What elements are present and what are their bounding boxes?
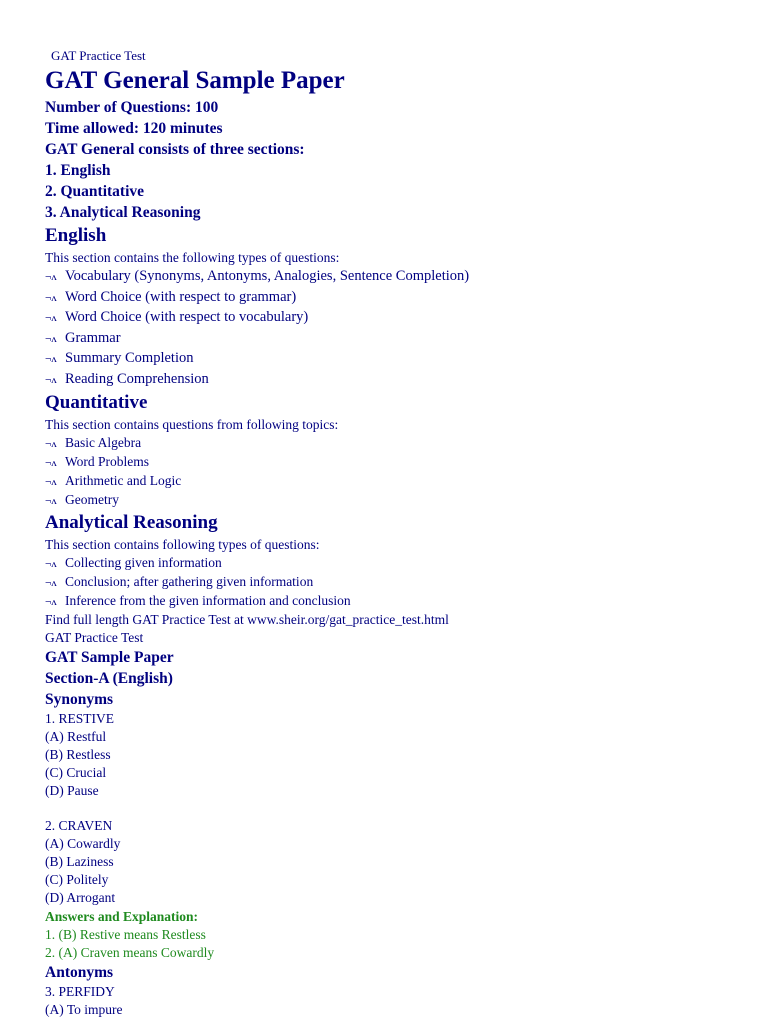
bullet-icon: ¬ʌ bbox=[45, 312, 57, 324]
bullet-icon: ¬ʌ bbox=[45, 291, 57, 304]
analytical-lead: This section contains following types of questions: bbox=[45, 537, 320, 552]
section-a-title: Section-A (English) bbox=[45, 670, 173, 687]
option: (A) Cowardly bbox=[45, 836, 121, 851]
page-title: GAT General Sample Paper bbox=[45, 67, 345, 94]
intro-line: Number of Questions: 100 bbox=[45, 99, 219, 116]
list-item: ¬ʌ Inference from the given information and conclusion bbox=[45, 592, 745, 611]
bullet-icon: ¬ʌ bbox=[45, 332, 57, 345]
bullet-icon: ¬ʌ bbox=[45, 373, 57, 386]
list-item: ¬ʌ Summary Completion bbox=[45, 349, 745, 370]
question-stem: 3. PERFIDY bbox=[45, 984, 115, 999]
bullet-icon: ¬ʌ bbox=[45, 596, 57, 608]
list-item: ¬ʌ Geometry bbox=[45, 491, 745, 510]
bullet-icon: ¬ʌ bbox=[45, 457, 57, 469]
analytical-heading: Analytical Reasoning bbox=[45, 512, 218, 533]
quantitative-lead: This section contains questions from following topics: bbox=[45, 417, 339, 432]
intro-line: 2. Quantitative bbox=[45, 183, 145, 200]
bullet-icon: ¬ʌ bbox=[45, 476, 57, 488]
intro-line: Time allowed: 120 minutes bbox=[45, 120, 223, 137]
list-item: ¬ʌ Arithmetic and Logic bbox=[45, 472, 745, 491]
option: (A) To impure bbox=[45, 1002, 123, 1017]
question-stem: 2. CRAVEN bbox=[45, 818, 113, 833]
quantitative-heading: Quantitative bbox=[45, 392, 148, 413]
running-header: GAT Practice Test bbox=[51, 48, 146, 63]
intro-line: 3. Analytical Reasoning bbox=[45, 204, 201, 221]
answer-item: 2. (A) Craven means Cowardly bbox=[45, 945, 215, 960]
list-item: ¬ʌ Grammar bbox=[45, 329, 745, 350]
option: (C) Crucial bbox=[45, 765, 107, 780]
option: (A) Restful bbox=[45, 729, 107, 744]
intro-line: GAT General consists of three sections: bbox=[45, 141, 305, 158]
bullet-icon: ¬ʌ bbox=[45, 271, 57, 283]
bullet-icon: ¬ʌ bbox=[45, 495, 57, 507]
list-item: ¬ʌ Word Choice (with respect to vocabulary) bbox=[45, 308, 745, 329]
spacer bbox=[45, 800, 745, 817]
list-item: ¬ʌ Basic Algebra bbox=[45, 434, 745, 453]
english-heading: English bbox=[45, 225, 107, 246]
document-page bbox=[45, 47, 745, 1019]
running-header-2: GAT Practice Test bbox=[45, 630, 144, 645]
footer-link-text: Find full length GAT Practice Test at www.sheir.org/gat_practice_test.html bbox=[45, 612, 449, 627]
list-item: ¬ʌ Conclusion; after gathering given information bbox=[45, 573, 745, 592]
intro-line: 1. English bbox=[45, 162, 111, 179]
list-item: ¬ʌ Reading Comprehension bbox=[45, 370, 745, 391]
bullet-icon: ¬ʌ bbox=[45, 353, 57, 365]
synonyms-heading: Synonyms bbox=[45, 691, 114, 708]
bullet-icon: ¬ʌ bbox=[45, 438, 57, 450]
list-item: ¬ʌ Vocabulary (Synonyms, Antonyms, Analogies, Sentence Completion) bbox=[45, 267, 745, 288]
option: (B) Laziness bbox=[45, 854, 114, 869]
bullet-icon: ¬ʌ bbox=[45, 577, 57, 589]
option: (D) Pause bbox=[45, 783, 99, 798]
question-stem: 1. RESTIVE bbox=[45, 711, 114, 726]
option: (D) Arrogant bbox=[45, 890, 116, 905]
bullet-icon: ¬ʌ bbox=[45, 558, 57, 570]
antonyms-heading: Antonyms bbox=[45, 964, 114, 981]
list-item: ¬ʌ Word Problems bbox=[45, 453, 745, 472]
option: (B) Restless bbox=[45, 747, 111, 762]
answers-heading: Answers and Explanation: bbox=[45, 909, 199, 924]
list-item: ¬ʌ Collecting given information bbox=[45, 554, 745, 573]
answer-item: 1. (B) Restive means Restless bbox=[45, 927, 206, 942]
option: (C) Politely bbox=[45, 872, 109, 887]
sample-paper-title: GAT Sample Paper bbox=[45, 649, 174, 666]
list-item: ¬ʌ Word Choice (with respect to grammar) bbox=[45, 288, 745, 309]
english-lead: This section contains the following types of questions: bbox=[45, 250, 340, 265]
